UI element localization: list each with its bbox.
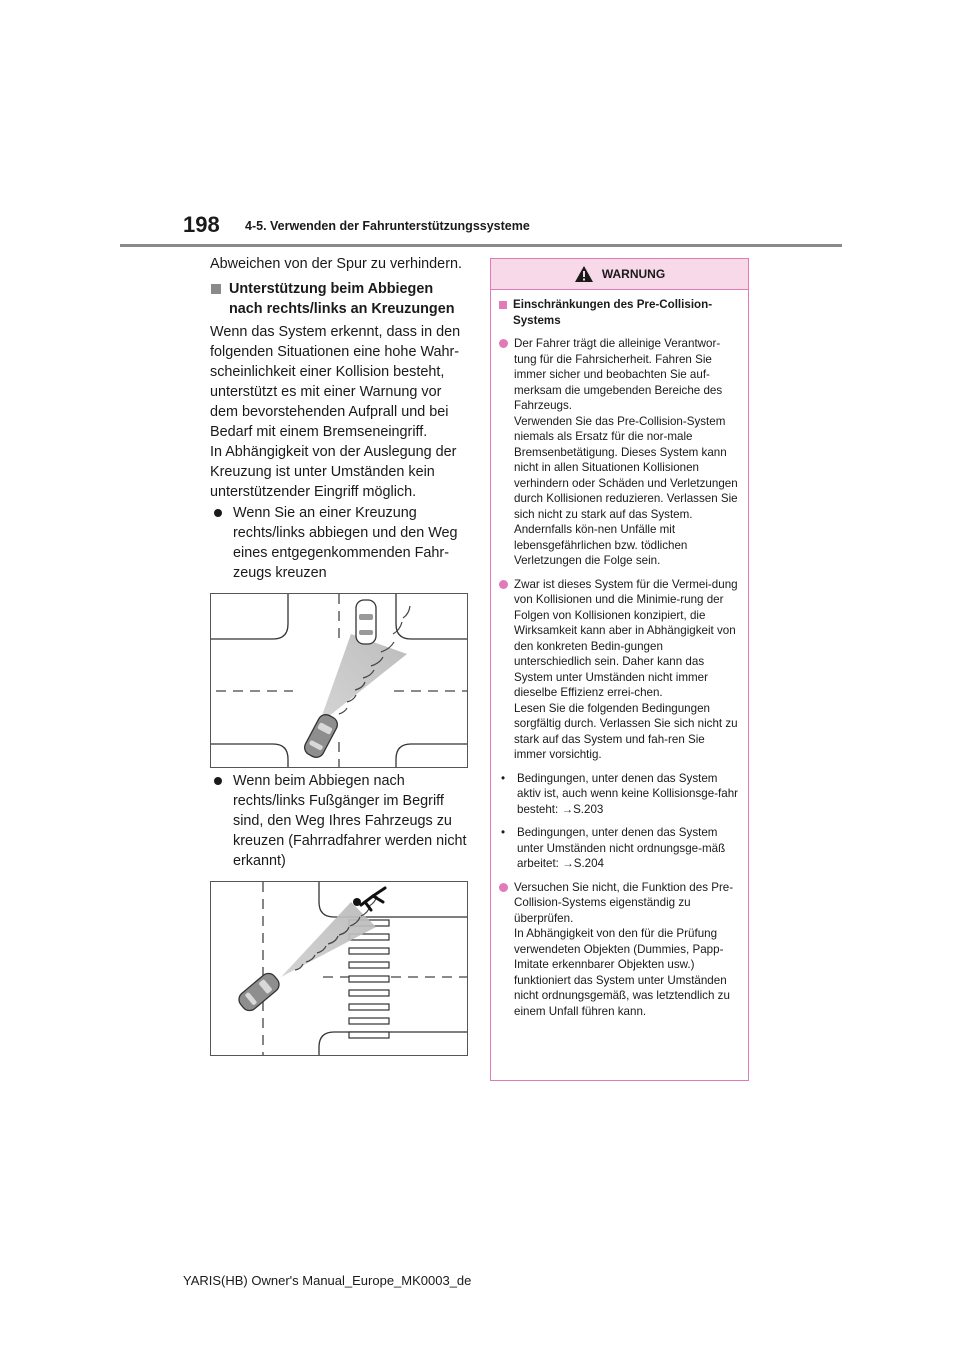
warning-item-3 — [499, 880, 740, 1020]
warning-item-1 — [499, 336, 740, 569]
warning-subitem-1-text[interactable]: Bedingungen, unter denen das System aktiv ist, auch wenn keine Kollisionsge-fahr besteht: →S.203 — [517, 771, 739, 816]
warning-item-3a: Versuchen Sie nicht, die Funktion des Pre-Collision-Systems eigenständig zu überprüfen. — [514, 880, 734, 925]
warning-box — [490, 258, 749, 1081]
bullet-dot-icon — [214, 777, 222, 785]
bullet-item-1 — [210, 503, 468, 583]
warning-triangle-icon — [574, 265, 594, 283]
bullet-item-2 — [210, 771, 468, 871]
intro-text: Abweichen von der Spur zu verhindern. — [210, 256, 462, 272]
warning-subitem-2 — [499, 825, 740, 872]
warning-item-2b: Lesen Sie die folgenden Bedingungen sorgfältig durch. Verlassen Sie sich nicht zu stark auf das System und fah-ren Sie immer vorsichtig. — [514, 701, 738, 761]
warning-header — [491, 259, 748, 290]
figure-pedestrian-crossing — [210, 881, 468, 1056]
warning-subitem-2-text[interactable]: Bedingungen, unter denen das System unter Umständen nicht ordnungsge-mäß arbeitet: →S.204 — [517, 826, 726, 870]
pedestrian-icon — [353, 888, 385, 910]
pink-bullet-icon — [499, 580, 508, 589]
pink-bullet-icon — [499, 339, 508, 348]
warning-item-2 — [499, 577, 740, 763]
pink-bullet-icon — [499, 883, 508, 892]
sub-heading — [210, 279, 468, 319]
warning-item-3b: In Abhängigkeit von den für die Prüfung verwendeten Objekten (Dummies, Papp-Imitate erkennbarer Objekten usw.) funktioniert das System unter Umständen nicht ordnungsgemäß, was letztendlich zu einem Unfall führen kann. — [514, 927, 730, 1018]
warning-item-1b: Verwenden Sie das Pre-Collision-System niemals als Ersatz für die nor-male Bremsenbetätigung. Dieses System kann nicht in allen Situationen Kollisionen verhindern oder Schäden und Verletzungen durch Kollisionen reduzieren. Verlassen Sie sich nicht zu stark auf das System. Andernfalls kön-nen Unfälle mit lebensgefährlichen bzw. tödlichen Verletzungen die Folge sein. — [514, 414, 738, 567]
section-square-icon — [499, 301, 507, 309]
warning-section-text: Einschränkungen des Pre-Collision-Systems — [513, 298, 713, 327]
figure-oncoming-vehicle — [210, 593, 468, 768]
warning-item-2a: Zwar ist dieses System für die Vermei-dung von Kollisionen und die Minimie-rung der Folgen von Kollisionen konzipiert, die Wirksamkeit kann aber in Abhängigkeit von den konkreten Bedin-gungen unterschiedlich sein. Daher kann das System unter Umständen nicht immer dieselbe Effizienz errei-chen. — [514, 577, 738, 699]
bullet-text-2: Wenn beim Abbiegen nach rechts/links Fußgänger im Begriff sind, den Weg Ihres Fahrzeugs zu kreuzen (Fahrradfahrer werden nicht erkannt) — [233, 773, 467, 869]
bullet-text-1: Wenn Sie an einer Kreuzung rechts/links abbiegen und den Weg eines entgegenkommenden Fahr-zeugs kreuzen — [233, 505, 458, 581]
warning-item-1a: Der Fahrer trägt die alleinige Verantwor-tung für die Fahrsicherheit. Fahren Sie immer sicher und beobachten Sie auf-merksam die umgebenden Bereiche des Fahrzeugs. — [514, 337, 723, 412]
section-title: 4-5. Verwenden der Fahrunterstützungssysteme — [245, 219, 530, 233]
small-bullet: • — [501, 826, 506, 839]
header-rule — [120, 244, 842, 247]
heading-square-icon — [211, 284, 221, 294]
bullet-dot-icon — [214, 509, 222, 517]
warning-title: WARNUNG — [601, 267, 666, 281]
warning-subitem-1 — [499, 771, 740, 818]
warning-section-heading — [499, 297, 740, 328]
footer-text: YARIS(HB) Owner's Manual_Europe_MK0003_de — [183, 1273, 472, 1288]
page-number: 198 — [183, 212, 220, 237]
sub-heading-text: Unterstützung beim Abbiegen nach rechts/links an Kreuzungen — [229, 281, 455, 317]
paragraph-2: In Abhängigkeit von der Auslegung der Kreuzung ist unter Umständen kein unterstützender Eingriff möglich. — [210, 444, 457, 500]
paragraph-1: Wenn das System erkennt, dass in den folgenden Situationen eine hohe Wahr-scheinlichkeit einer Kollision besteht, unterstützt es mit einer Warnung vor dem bevorstehenden Aufprall und bei Bedarf mit einem Bremseneingriff. — [210, 324, 461, 440]
small-bullet: • — [501, 771, 506, 785]
